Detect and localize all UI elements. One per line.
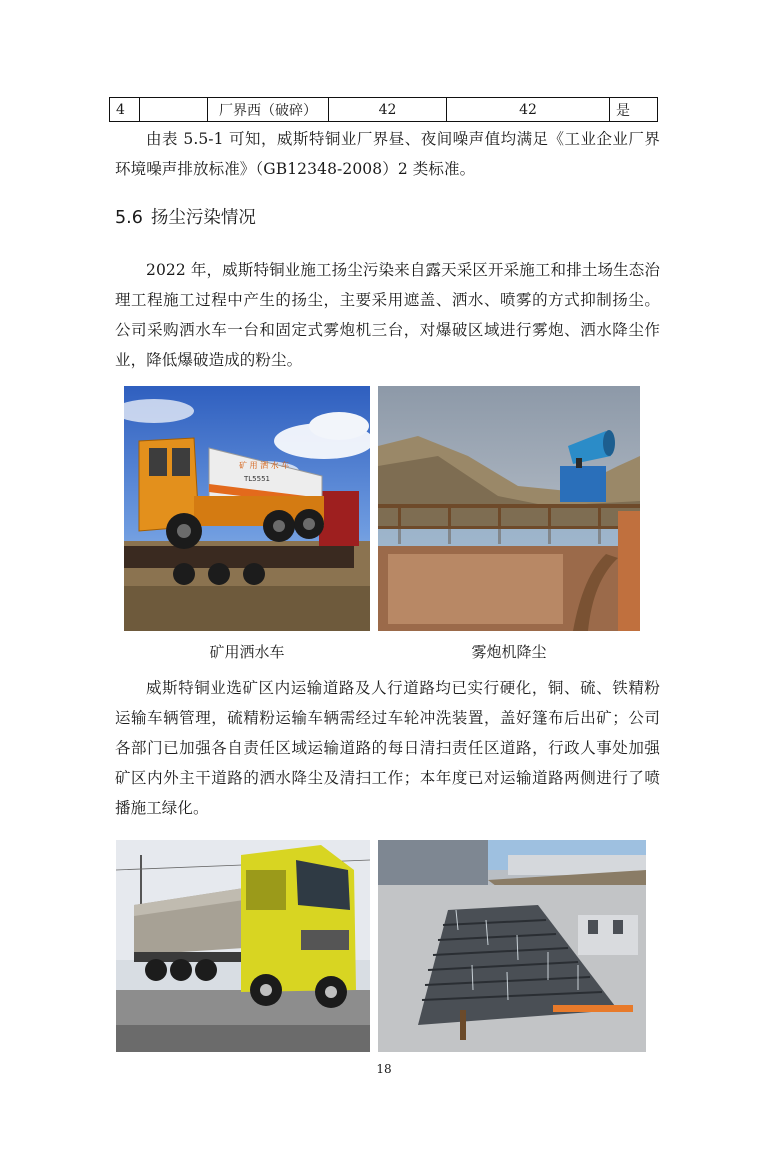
section-heading (115, 204, 256, 229)
paragraph-noise-conclusion: 由表 5.5-1 可知，威斯特铜业厂界昼、夜间噪声值均满足《工业企业厂界环境噪声排放标准》（GB12348-2008）2 类标准。 (115, 130, 660, 178)
section-number: 5.6 (115, 208, 143, 228)
photo-transport-truck (116, 840, 370, 1052)
cell-empty (140, 98, 208, 122)
tank-code-text: TL5551 (244, 475, 270, 483)
table-row (110, 98, 658, 122)
cell-day-value: 42 (329, 98, 447, 122)
cell-night-value: 42 (447, 98, 610, 122)
noise-table-row (109, 97, 658, 122)
cell-compliant: 是 (610, 98, 658, 122)
section-title: 扬尘污染情况 (150, 208, 256, 228)
paragraph-dust-measures: 2022 年，威斯特铜业施工扬尘污染来自露天采区开采施工和排土场生态治理工程施工过程中产生的扬尘，主要采用遮盖、洒水、喷雾的方式抑制扬尘。公司采购洒水车一台和固定式雾炮机三台，对爆破区域进行雾炮、洒水降尘作业，降低爆破造成的粉尘。 (115, 261, 660, 369)
photo-water-truck (124, 386, 370, 631)
caption-fog-cannon: 雾炮机降尘 (471, 643, 547, 661)
page-number: 18 (376, 1062, 392, 1076)
cell-location: 厂界西（破碎） (208, 98, 329, 122)
paragraph-road-management: 威斯特铜业选矿区内运输道路及人行道路均已实行硬化，铜、硫、铁精粉运输车辆管理，硫精粉运输车辆需经过车轮冲洗装置，盖好篷布后出矿；公司各部门已加强各自责任区域运输道路的每日清扫责任区道路，行政人事处加强矿区内外主干道路的洒水降尘及清扫工作；本年度已对运输道路两侧进行了喷播施工绿化。 (115, 679, 660, 817)
cell-index: 4 (110, 98, 140, 122)
photo-fog-cannon (378, 386, 640, 631)
caption-water-truck: 矿用洒水车 (209, 643, 285, 661)
photo-wheel-wash (378, 840, 646, 1052)
tank-label-text: 矿 用 洒 水 车 (239, 461, 290, 470)
